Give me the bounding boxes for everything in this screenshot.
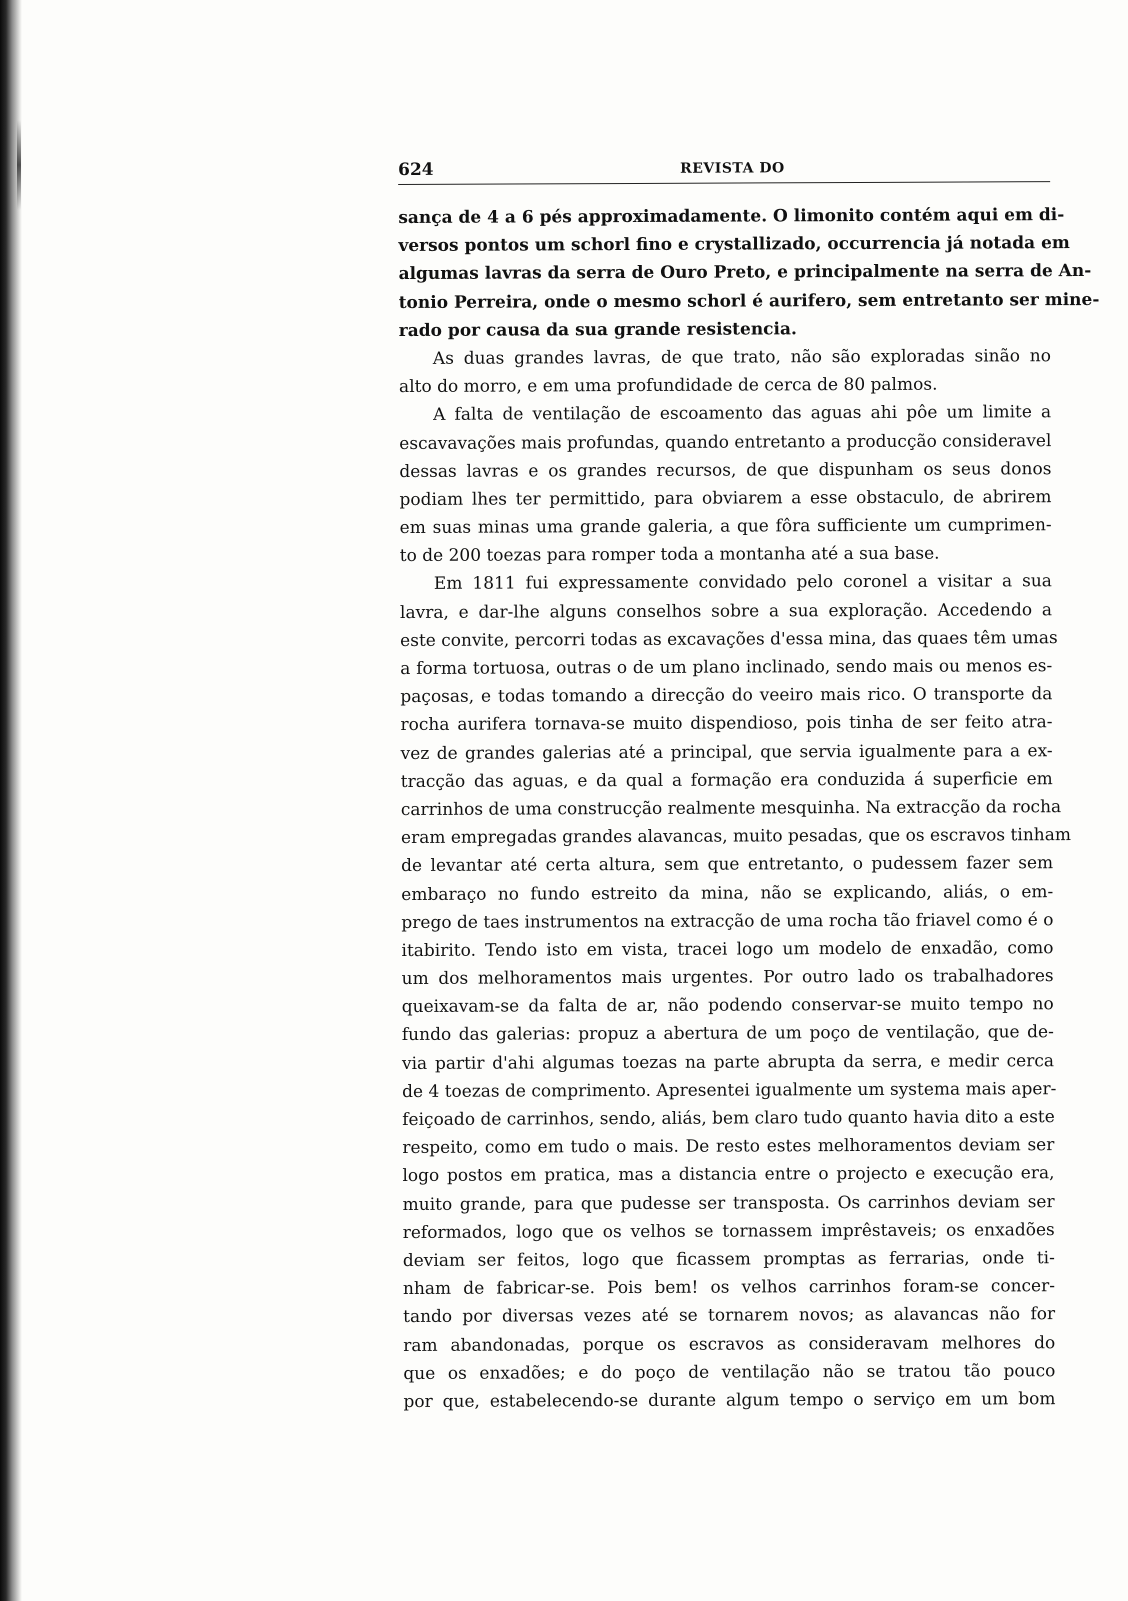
text-line: reformados, logo que os velhos se tornassem imprêstaveis; os enxadões — [402, 1219, 1055, 1243]
text-line: deviam ser feitos, logo que ficassem promptas as ferrarias, onde ti- — [402, 1248, 1055, 1271]
text-line: rocha aurifera tornava-se muito dispendioso, pois tinha de ser feito atra- — [400, 712, 1053, 736]
text-line: nham de fabricar-se. Pois bem! os velhos carrinhos foram-se concer- — [402, 1276, 1056, 1300]
text-line: queixavam-se da falta de ar, não podendo conservar-se muito tempo no — [401, 994, 1054, 1018]
text-line: de 4 toezas de comprimento. Apresentei igualmente um systema mais aper- — [402, 1078, 1057, 1102]
scan-left-edge — [0, 0, 22, 1601]
text-line: rado por causa da sua grande resistencia. — [398, 319, 797, 341]
text-line: carrinhos de uma construcção realmente mesquinha. Na extracção da rocha — [400, 797, 1062, 820]
running-title: REVISTA DO — [680, 160, 785, 177]
text-line: podiam lhes ter permittido, para obviarem a esse obstaculo, de abrirem — [399, 487, 1052, 510]
header-rule — [398, 181, 1050, 185]
text-line: via partir d'ahi algumas toezas na parte abrupta da serra, e medir cerca — [401, 1050, 1055, 1074]
text-line: tando por diversas vezes até se tornarem novos; as alavancas não for — [403, 1304, 1056, 1328]
text-line: to de 200 toezas para romper toda a montanha até a sua base. — [399, 543, 940, 567]
text-line: feiçoado de carrinhos, sendo, aliás, bem claro tudo quanto havia dito a este — [402, 1107, 1055, 1130]
text-line: alto do morro, e em uma profundidade de cerca de 80 palmos. — [398, 374, 938, 398]
text-line: um dos melhoramentos mais urgentes. Por outro lado os trabalhadores — [401, 966, 1054, 990]
body-text — [398, 201, 1100, 1416]
text-line: escavavações mais profundas, quando entretanto a producção consideravel — [399, 430, 1052, 454]
text-line: lavra, e dar-lhe alguns conselhos sobre a sua exploração. Accedendo a — [399, 599, 1053, 623]
text-line: eram empregadas grandes alavancas, muito pesadas, que os escravos tinham — [400, 825, 1071, 849]
text-line: paçosas, e todas tomando a direcção do veeiro mais rico. O transporte da — [400, 684, 1053, 708]
text-line: fundo das galerias: propuz a abertura de um poço de ventilação, que de- — [401, 1022, 1054, 1046]
page-header — [398, 147, 1050, 182]
text-line: de levantar até certa altura, sem que entretanto, o pudessem fazer sem — [401, 853, 1054, 877]
text-line: logo postos em pratica, mas a distancia entre o projecto e execução era, — [402, 1163, 1055, 1187]
text-line: tonio Perreira, onde o mesmo schorl é aurifero, sem entretanto ser mine- — [398, 289, 1100, 313]
scan-edge-mark — [17, 120, 21, 210]
text-line: vez de grandes galerias até a principal, que servia igualmente para a ex- — [400, 740, 1053, 764]
text-line: As duas grandes lavras, de que trato, não são exploradas sinão no — [432, 346, 1051, 369]
text-line: A falta de ventilação de escoamento das aguas ahi pôe um limite a — [433, 402, 1052, 426]
text-line: por que, estabelecendo-se durante algum tempo o serviço em um bom — [403, 1389, 1056, 1412]
text-line: algumas lavras da serra de Ouro Preto, e principalmente na serra de An- — [398, 261, 1092, 285]
text-line: este convite, percorri todas as excavações d'essa mina, das quaes têm umas — [400, 627, 1058, 651]
text-line: sança de 4 a 6 pés approximadamente. O limonito contém aqui em di- — [398, 205, 1065, 228]
text-line: dessas lavras e os grandes recursos, de que dispunham os seus donos — [399, 458, 1052, 482]
page-number: 624 — [398, 159, 434, 180]
text-line: embaraço no fundo estreito da mina, não se explicando, aliás, o em- — [401, 881, 1054, 905]
text-line: respeito, como em tudo o mais. De resto estes melhoramentos deviam ser — [402, 1135, 1055, 1159]
text-line: itabirito. Tendo isto em vista, tracei logo um modelo de enxadão, como — [401, 938, 1054, 961]
text-line: ram abandonadas, porque os escravos as consideravam melhores do — [403, 1332, 1056, 1356]
text-line: tracção das aguas, e da qual a formação era conduzida á superficie em — [400, 768, 1053, 792]
text-line: prego de taes instrumentos na extracção de uma rocha tão friavel como é o — [401, 909, 1054, 933]
text-line: Em 1811 fui expressamente convidado pelo coronel a visitar a sua — [433, 571, 1052, 595]
text-line: a forma tortuosa, outras o de um plano inclinado, sendo mais ou menos es- — [400, 656, 1053, 679]
text-line: muito grande, para que pudesse ser transposta. Os carrinhos deviam ser — [402, 1191, 1055, 1215]
text-line: em suas minas uma grande galeria, a que fôra sufficiente um cumprimen- — [399, 515, 1052, 539]
text-line: versos pontos um schorl fino e crystallizado, occurrencia já notada em — [398, 233, 1070, 257]
text-line: que os enxadões; e do poço de ventilação não se tratou tão pouco — [403, 1360, 1056, 1384]
book-page — [398, 147, 1100, 1412]
